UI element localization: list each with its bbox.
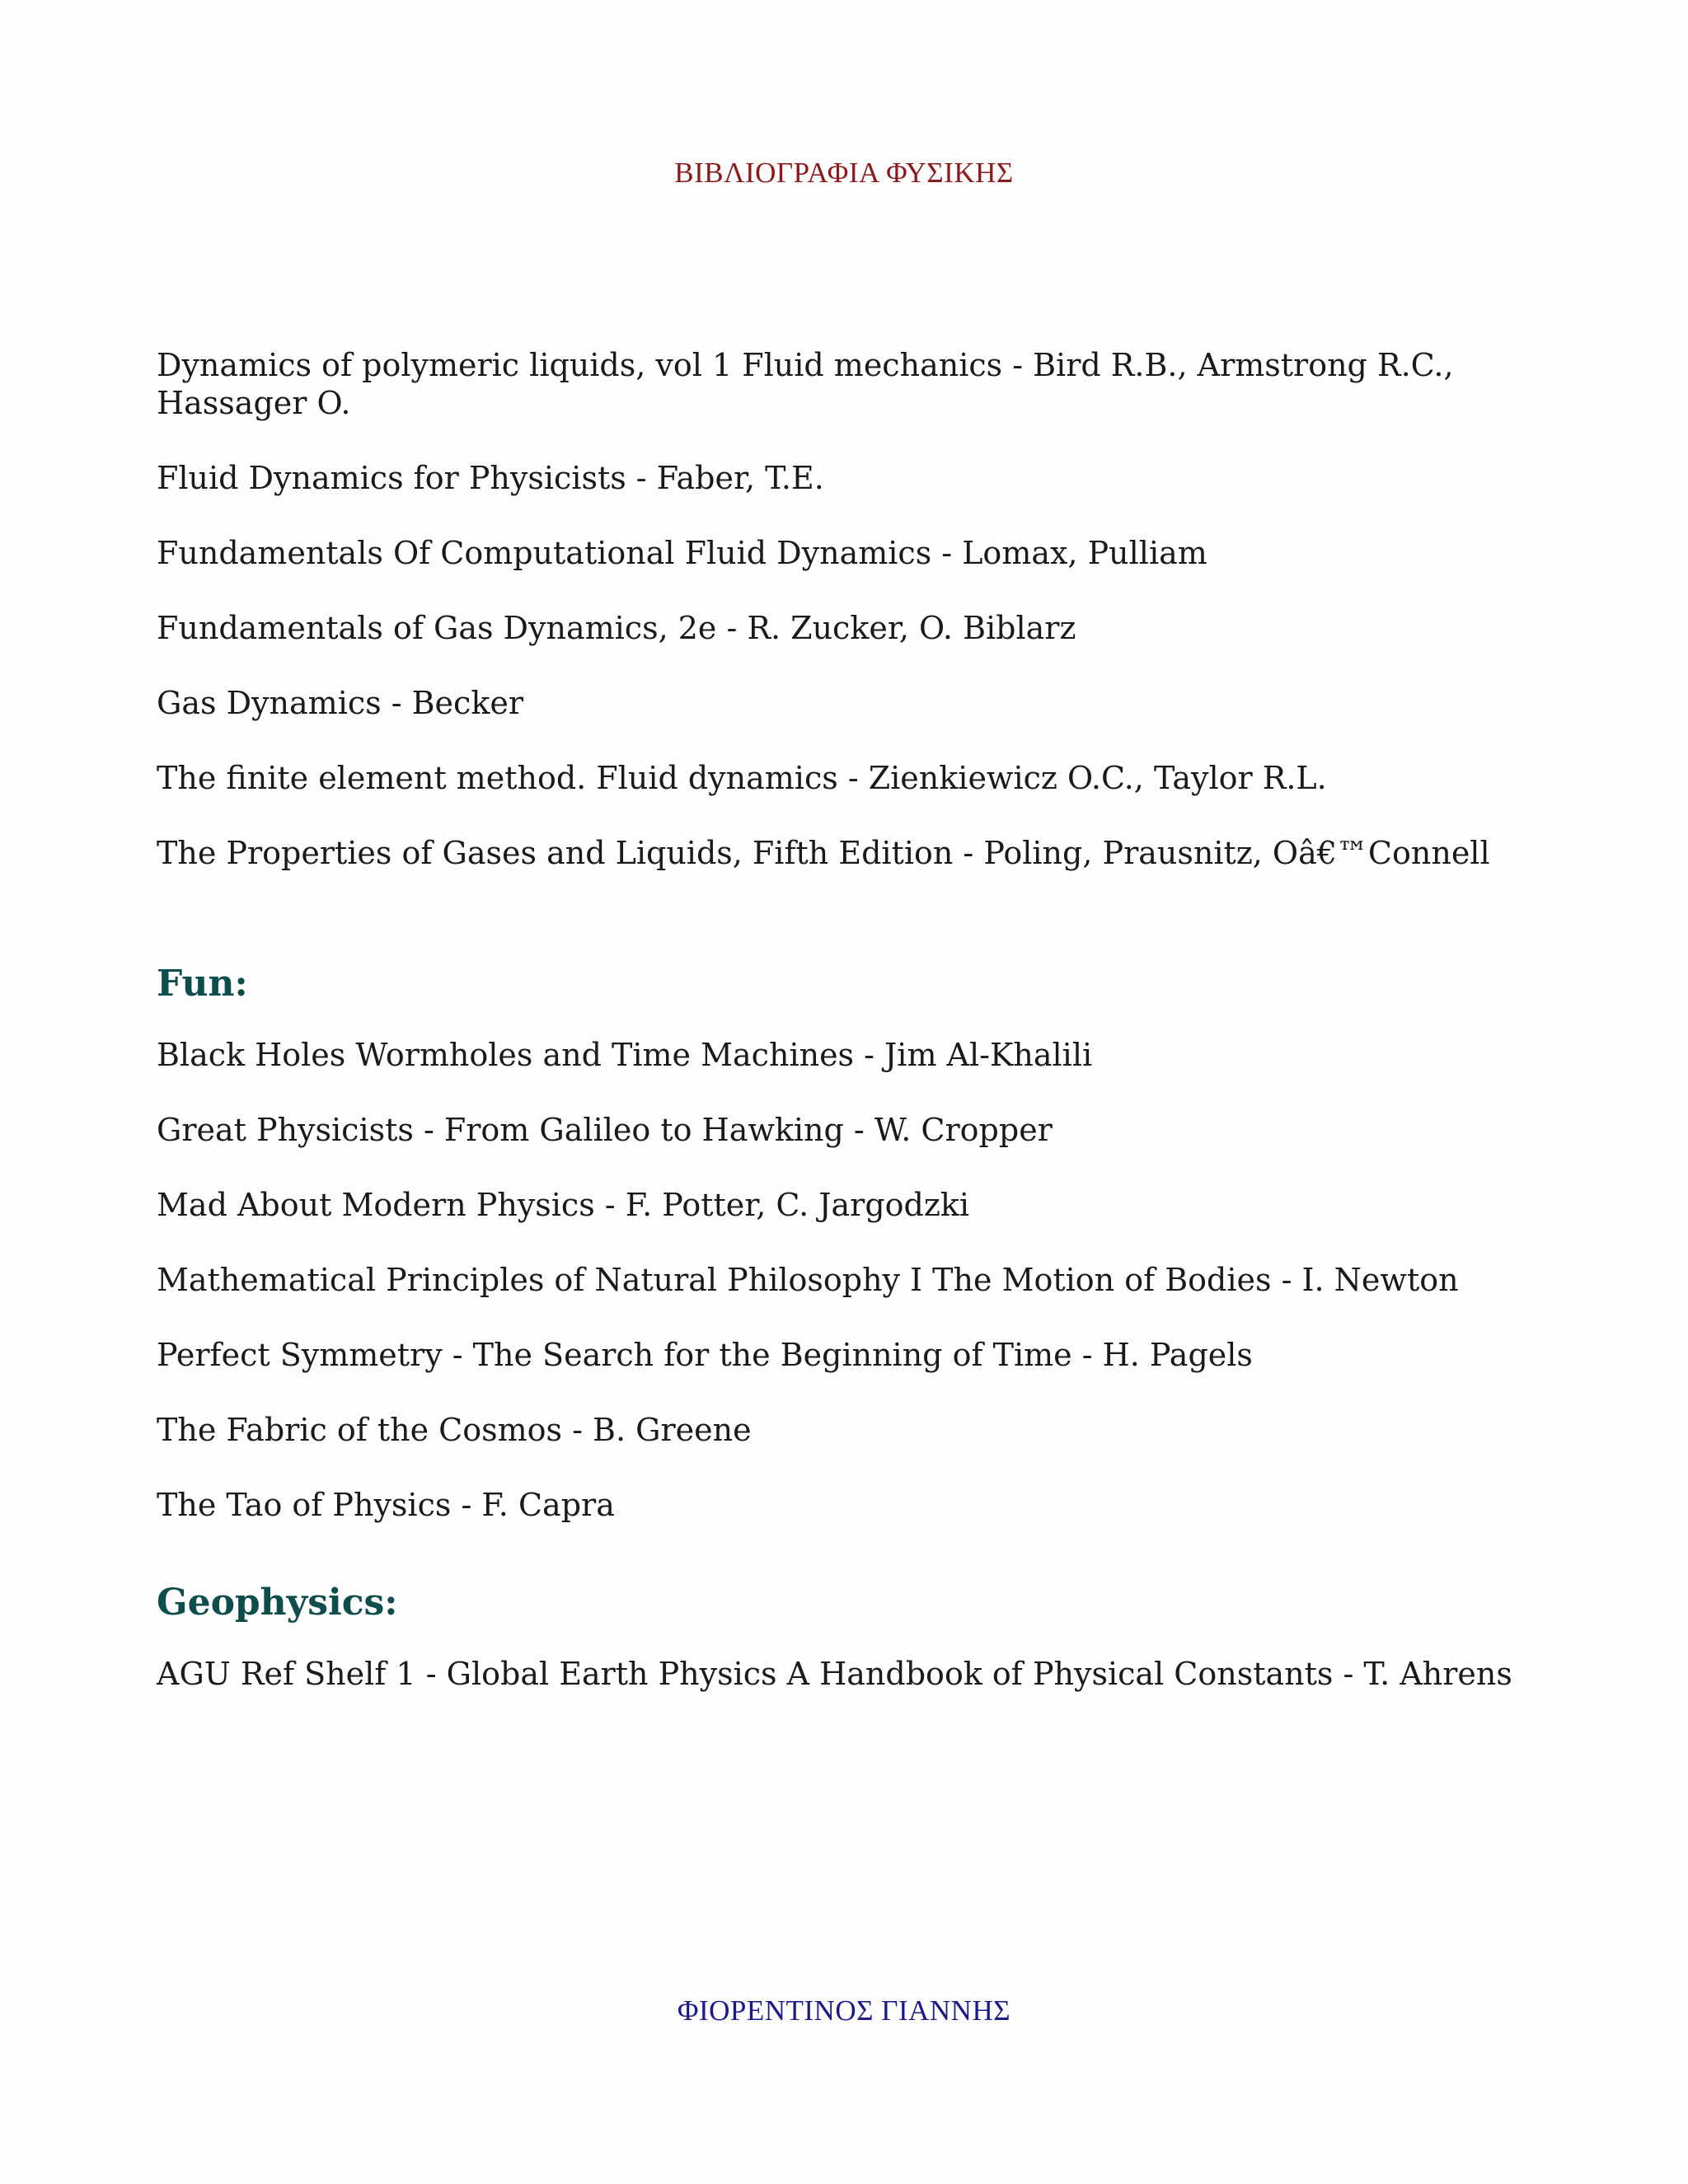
bibliography-entry: The Properties of Gases and Liquids, Fifth Edition - Poling, Prausnitz, Oâ€™Connell <box>157 835 1490 871</box>
bibliography-entry: Dynamics of polymeric liquids, vol 1 Fluid mechanics - Bird R.B., Armstrong R.C., Hassager O. <box>157 347 1454 421</box>
bibliography-entry: The finite element method. Fluid dynamics - Zienkiewicz O.C., Taylor R.L. <box>157 760 1327 796</box>
bibliography-entry: Mad About Modern Physics - F. Potter, C. Jargodzki <box>157 1187 970 1223</box>
bibliography-entry: The Fabric of the Cosmos - B. Greene <box>157 1412 752 1448</box>
fun-section <box>157 963 1525 1524</box>
page-header-title: ΒΙΒΛΙΟΓΡΑΦΙΑ ΦΥΣΙΚΗΣ <box>674 157 1014 189</box>
bibliography-content <box>157 346 1525 1693</box>
bibliography-entry: Fundamentals of Gas Dynamics, 2e - R. Zucker, O. Biblarz <box>157 610 1076 646</box>
bibliography-entry: Great Physicists - From Galileo to Hawking - W. Cropper <box>157 1112 1053 1148</box>
bibliography-entry: Mathematical Principles of Natural Philosophy I The Motion of Bodies - I. Newton <box>157 1262 1459 1298</box>
page-footer-author: ΦΙΟΡΕΝΤΙΝΟΣ ΓΙΑΝΝΗΣ <box>677 1994 1011 2027</box>
bibliography-entry: The Tao of Physics - F. Capra <box>157 1487 615 1523</box>
section-heading-fun: Fun: <box>157 963 248 1005</box>
section-heading-geophysics: Geophysics: <box>157 1582 398 1624</box>
bibliography-entry: AGU Ref Shelf 1 - Global Earth Physics A Handbook of Physical Constants - T. Ahrens <box>157 1656 1512 1692</box>
bibliography-entry: Fluid Dynamics for Physicists - Faber, T.E. <box>157 460 824 496</box>
bibliography-entry: Black Holes Wormholes and Time Machines - Jim Al-Khalili <box>157 1037 1093 1073</box>
bibliography-entry: Gas Dynamics - Becker <box>157 685 523 721</box>
bibliography-entry: Fundamentals Of Computational Fluid Dynamics - Lomax, Pulliam <box>157 535 1207 571</box>
fluid-dynamics-section <box>157 346 1525 872</box>
geophysics-section <box>157 1582 1525 1693</box>
bibliography-entry: Perfect Symmetry - The Search for the Beginning of Time - H. Pagels <box>157 1337 1253 1373</box>
